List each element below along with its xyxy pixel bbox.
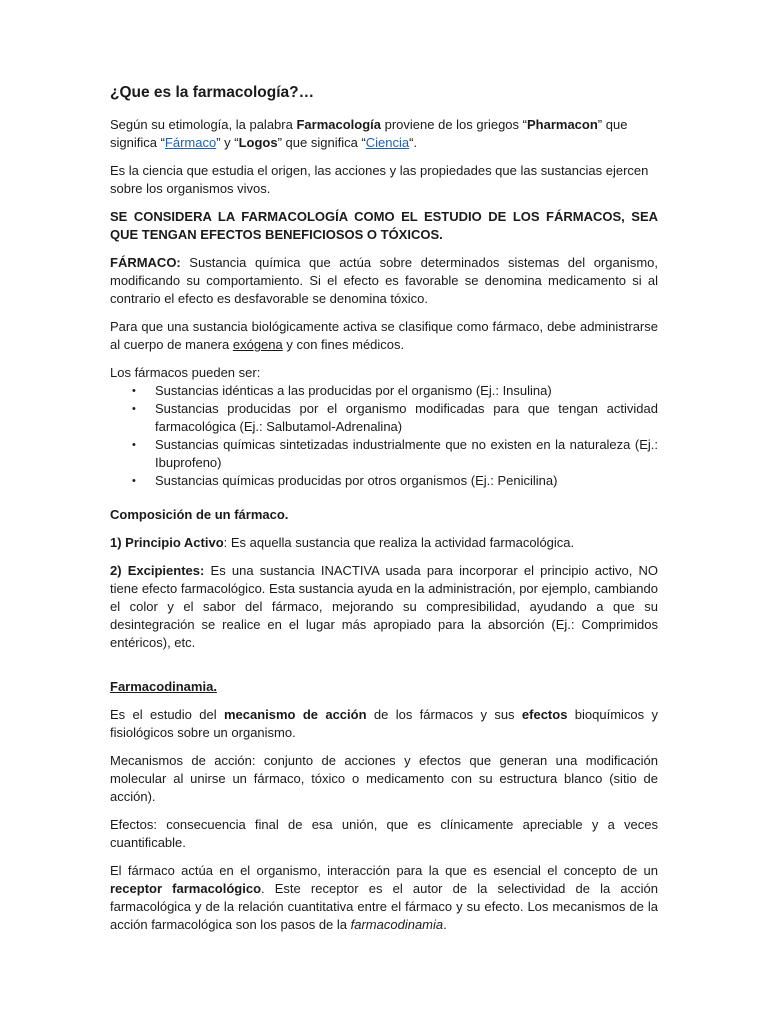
etymology-text: Según su etimología, la palabra xyxy=(110,117,297,132)
emphasis-paragraph xyxy=(110,208,658,244)
farmacodinamia-definition-paragraph xyxy=(110,706,658,742)
definition-paragraph: Es la ciencia que estudia el origen, las acciones y las propiedades que las sustancias ejercen sobre los organismos vivos. xyxy=(110,163,649,196)
efectos-paragraph: Efectos: consecuencia final de esa unión, que es clínicamente apreciable y a veces cuantificable. xyxy=(110,817,658,850)
link-ciencia[interactable]: Ciencia xyxy=(365,135,410,150)
excipientes-paragraph xyxy=(110,562,658,652)
excipientes-text: Es una sustancia INACTIVA usada para incorporar el principio activo, NO tiene efecto farmacológico. Esta sustancia ayuda en la administración, por ejemplo, cambiando el color y el sabor del fármaco, mejorando su compresibilidad, ayudando a que su desintegración se realice en el lugar más apropiado para la absorción (Ej.: Comprimidos entéricos), etc. xyxy=(110,563,658,650)
emphasis-text: SE CONSIDERA LA FARMACOLOGÍA COMO EL ESTUDIO DE LOS FÁRMACOS, SEA QUE TENGAN EFECTOS BENEFICIOSOS O TÓXICOS. xyxy=(110,209,658,242)
receptor-text: El fármaco actúa en el organismo, interacción para la que es esencial el concepto de un xyxy=(110,863,658,878)
etymology-text: ” y “ xyxy=(216,135,239,150)
composicion-heading xyxy=(110,506,658,524)
composicion-heading-text: Composición de un fármaco. xyxy=(110,507,289,522)
term-logos: Logos xyxy=(238,135,278,150)
list-item xyxy=(132,400,658,436)
bullet-icon: • xyxy=(132,439,136,451)
term-receptor-farmacologico: receptor farmacológico xyxy=(110,881,262,896)
principio-activo-text: : Es aquella sustancia que realiza la actividad farmacológica. xyxy=(223,535,575,550)
excipientes-label: 2) Excipientes: xyxy=(110,563,205,578)
list-intro: Los fármacos pueden ser: xyxy=(110,365,261,380)
etymology-paragraph xyxy=(110,116,658,152)
term-efectos: efectos xyxy=(521,707,568,722)
etymology-text: “. xyxy=(409,135,418,150)
section-spacer xyxy=(110,662,658,678)
receptor-paragraph xyxy=(110,862,658,934)
exogena-paragraph xyxy=(110,318,658,354)
bullet-icon: • xyxy=(132,385,136,397)
farmaco-definition-paragraph xyxy=(110,254,658,308)
receptor-text: . xyxy=(443,917,447,932)
list-item-text: Sustancias químicas producidas por otros organismos (Ej.: Penicilina) xyxy=(155,473,558,488)
exogena-text: Para que una sustancia biológicamente activa se clasifique como fármaco, debe administrarse al cuerpo de manera xyxy=(110,319,658,352)
list-item-text: Sustancias químicas sintetizadas industrialmente que no existen en la naturaleza (Ej.: Ibuprofeno) xyxy=(155,437,658,470)
term-exogena: exógena xyxy=(232,337,283,352)
term-farmacodinamia: farmacodinamia xyxy=(350,917,444,932)
etymology-text: ” que significa “ xyxy=(277,135,366,150)
bullet-icon: • xyxy=(132,475,136,487)
farmacodinamia-text: Es el estudio del xyxy=(110,707,224,722)
farmacodinamia-text: de los fármacos y sus xyxy=(366,707,522,722)
exogena-text: y con fines médicos. xyxy=(282,337,405,352)
farmacos-list xyxy=(110,382,658,490)
list-item xyxy=(132,472,658,490)
term-farmacologia: Farmacología xyxy=(296,117,381,132)
list-item xyxy=(132,382,658,400)
mecanismos-paragraph: Mecanismos de acción: conjunto de acciones y efectos que generan una modificación molecular al unirse un fármaco, tóxico o medicamento con su estructura blanco (sitio de acción). xyxy=(110,753,658,804)
principio-activo-label: 1) Principio Activo xyxy=(110,535,224,550)
link-farmaco[interactable]: Fármaco xyxy=(164,135,217,150)
list-item-text: Sustancias producidas por el organismo modificadas para que tengan actividad farmacológica (Ej.: Salbutamol-Adrenalina) xyxy=(155,401,658,434)
page-title: ¿Que es la farmacología?… xyxy=(110,84,315,101)
farmacodinamia-heading xyxy=(110,678,658,696)
etymology-text: ” que significa “ xyxy=(110,117,628,150)
farmacodinamia-text: bioquímicos y fisiológicos sobre un organismo. xyxy=(110,707,658,740)
farmacodinamia-heading-text: Farmacodinamia. xyxy=(110,679,217,694)
farmaco-definition-text: Sustancia química que actúa sobre determinados sistemas del organismo, modificando su comportamiento. Si el efecto es favorable se denomina medicamento si al contrario el efecto es desfavorable se denomina tóxico. xyxy=(110,255,658,306)
principio-activo-paragraph xyxy=(110,534,658,552)
farmaco-label: FÁRMACO: xyxy=(110,255,181,270)
term-mecanismo-de-accion: mecanismo de acción xyxy=(223,707,367,722)
receptor-text: . Este receptor es el autor de la selectividad de la acción farmacológica y de la relación cuantitativa entre el fármaco y su efecto. Los mecanismos de la acción farmacológica son los pasos de la xyxy=(110,881,658,932)
etymology-text: proviene de los griegos “ xyxy=(381,117,527,132)
term-pharmacon: Pharmacon xyxy=(526,117,598,132)
list-item xyxy=(132,436,658,472)
list-item-text: Sustancias idénticas a las producidas por el organismo (Ej.: Insulina) xyxy=(155,383,552,398)
bullet-icon: • xyxy=(132,403,136,415)
